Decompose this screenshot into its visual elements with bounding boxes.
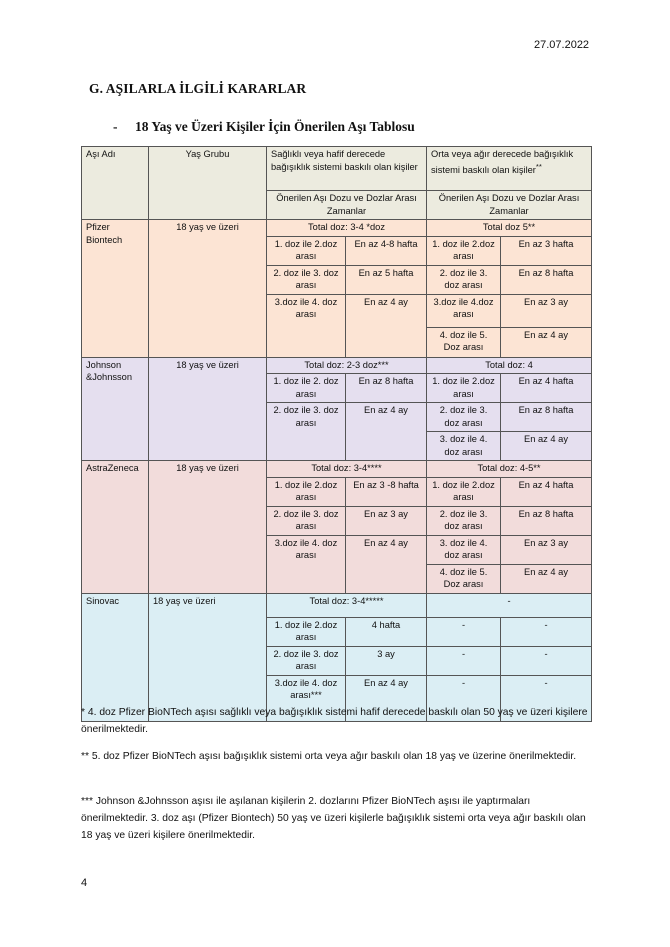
- dose-step: 3. doz ile 4. doz arası: [427, 432, 501, 461]
- dose-interval: En az 4 ay: [501, 564, 592, 593]
- subtitle-bullet: -: [113, 119, 118, 134]
- dose-interval: En az 8 hafta: [501, 265, 592, 294]
- header-vaccine: Aşı Adı: [82, 147, 149, 220]
- dose-interval: -: [501, 646, 592, 675]
- dose-step: 1. doz ile 2.doz arası: [267, 617, 346, 646]
- dose-interval: En az 4-8 hafta: [346, 236, 427, 265]
- dose-step: 4. doz ile 5. Doz arası: [427, 327, 501, 357]
- dose-step: 4. doz ile 5. Doz arası: [427, 564, 501, 593]
- dose-step: 1. doz ile 2.doz arası: [267, 477, 346, 506]
- vaccine-name-pfizer: Pfizer Biontech: [82, 220, 149, 358]
- dose-step: 2. doz ile 3. doz arası: [427, 265, 501, 294]
- header-healthy: Sağlıklı veya hafif derecede bağışıklık sistemi baskılı olan kişiler: [267, 147, 427, 191]
- dose-interval: En az 8 hafta: [501, 506, 592, 535]
- dose-step: 3.doz ile 4. doz arası: [267, 535, 346, 593]
- dose-interval: En az 4 hafta: [501, 374, 592, 403]
- dose-interval: 4 hafta: [346, 617, 427, 646]
- age-group-astrazeneca: 18 yaş ve üzeri: [149, 461, 267, 594]
- header-immuno-text: Orta veya ağır derecede bağışıklık sistemi baskılı olan kişiler: [431, 149, 574, 175]
- dose-interval: En az 4 ay: [346, 294, 427, 357]
- dose-interval: En az 4 ay: [346, 535, 427, 593]
- age-group-pfizer: 18 yaş ve üzeri: [149, 220, 267, 358]
- header-dose-interval-immuno: Önerilen Aşı Dozu ve Dozlar Arası Zamanlar: [427, 191, 592, 220]
- dose-step: 3.doz ile 4. doz arası: [267, 294, 346, 357]
- total-dose-immuno: Total doz: 4-5**: [427, 461, 592, 478]
- dose-step: 3.doz ile 4.doz arası: [427, 294, 501, 327]
- dose-step: 2. doz ile 3. doz arası: [267, 265, 346, 294]
- dose-step: 1. doz ile 2.doz arası: [267, 236, 346, 265]
- dose-interval: En az 4 ay: [501, 327, 592, 357]
- header-dose-interval-healthy: Önerilen Aşı Dozu ve Dozlar Arası Zamanlar: [267, 191, 427, 220]
- subtitle-text: 18 Yaş ve Üzeri Kişiler İçin Önerilen Aşı Tablosu: [135, 119, 415, 134]
- dose-interval: En az 4 ay: [346, 403, 427, 461]
- dose-step: 1. doz ile 2. doz arası: [267, 374, 346, 403]
- dose-step: 2. doz ile 3. doz arası: [267, 506, 346, 535]
- dose-interval: En az 3 ay: [501, 294, 592, 327]
- header-immuno-mark: **: [535, 161, 542, 171]
- age-group-sinovac: 18 yaş ve üzeri: [149, 593, 267, 721]
- total-dose-healthy: Total doz: 3-4****: [267, 461, 427, 478]
- dose-interval: En az 5 hafta: [346, 265, 427, 294]
- table-title: [113, 119, 415, 135]
- header-age: Yaş Grubu: [149, 147, 267, 220]
- dose-step: 2. doz ile 3. doz arası: [427, 403, 501, 432]
- footnote-1: * 4. doz Pfizer BioNTech aşısı sağlıklı veya bağışıklık sistemi hafif derecede baskılı olan 50 yaş ve üzeri kişilere önerilmektedir.: [81, 707, 588, 735]
- dose-step: 1. doz ile 2.doz arası: [427, 477, 501, 506]
- total-dose-immuno: -: [427, 593, 592, 617]
- dose-step: 3. doz ile 4. doz arası: [427, 535, 501, 564]
- dose-step: 1. doz ile 2.doz arası: [427, 374, 501, 403]
- dose-interval: En az 4 ay: [501, 432, 592, 461]
- footnote-3: *** Johnson &Johnsson aşısı ile aşılanan kişilerin 2. dozlarını Pfizer BioNTech aşısı ile yaptırmaları önerilmektedir. 3. doz aşı (Pfizer Biontech) 50 yaş ve üzeri kişilerle bağışıklık sistemi orta veya ağır baskılı olan 18 yaş ve üzeri kişilere önerilmektedir.: [81, 796, 586, 841]
- total-dose-healthy: Total doz: 3-4*****: [267, 593, 427, 617]
- dose-interval: En az 3 ay: [501, 535, 592, 564]
- dose-step: -: [427, 617, 501, 646]
- page-number: 4: [81, 877, 88, 889]
- dose-interval: En az 3 hafta: [501, 236, 592, 265]
- dose-interval: En az 3 -8 hafta: [346, 477, 427, 506]
- dose-step: 2. doz ile 3. doz arası: [267, 403, 346, 461]
- dose-step: 2. doz ile 3. doz arası: [427, 506, 501, 535]
- dose-interval: En az 4 hafta: [501, 477, 592, 506]
- dose-interval: 3 ay: [346, 646, 427, 675]
- dose-step: 1. doz ile 2.doz arası: [427, 236, 501, 265]
- dose-step: -: [427, 646, 501, 675]
- age-group-jj: 18 yaş ve üzeri: [149, 357, 267, 461]
- dose-interval: -: [501, 675, 592, 721]
- total-dose-immuno: Total doz 5**: [427, 220, 592, 237]
- dose-step: -: [427, 675, 501, 721]
- total-dose-healthy: Total doz: 3-4 *doz: [267, 220, 427, 237]
- dose-interval: En az 8 hafta: [346, 374, 427, 403]
- dose-step: 2. doz ile 3. doz arası: [267, 646, 346, 675]
- total-dose-healthy: Total doz: 2-3 doz***: [267, 357, 427, 374]
- dose-interval: En az 8 hafta: [501, 403, 592, 432]
- total-dose-immuno: Total doz: 4: [427, 357, 592, 374]
- header-immuno: [427, 147, 592, 191]
- vaccine-table: [81, 146, 592, 722]
- document-date: 27.07.2022: [534, 39, 590, 51]
- footnote-2: ** 5. doz Pfizer BioNTech aşısı bağışıklık sistemi orta veya ağır baskılı olan 18 yaş ve üzerine önerilmektedir.: [81, 751, 577, 762]
- dose-interval: En az 3 ay: [346, 506, 427, 535]
- vaccine-name-astrazeneca: AstraZeneca: [82, 461, 149, 594]
- vaccine-name-sinovac: Sinovac: [82, 593, 149, 721]
- dose-interval: En az 4 ay: [346, 675, 427, 721]
- dose-interval: -: [501, 617, 592, 646]
- dose-step: 3.doz ile 4. doz arası***: [267, 675, 346, 721]
- vaccine-name-jj: Johnson &Johnsson: [82, 357, 149, 461]
- section-title: G. AŞILARLA İLGİLİ KARARLAR: [89, 81, 307, 96]
